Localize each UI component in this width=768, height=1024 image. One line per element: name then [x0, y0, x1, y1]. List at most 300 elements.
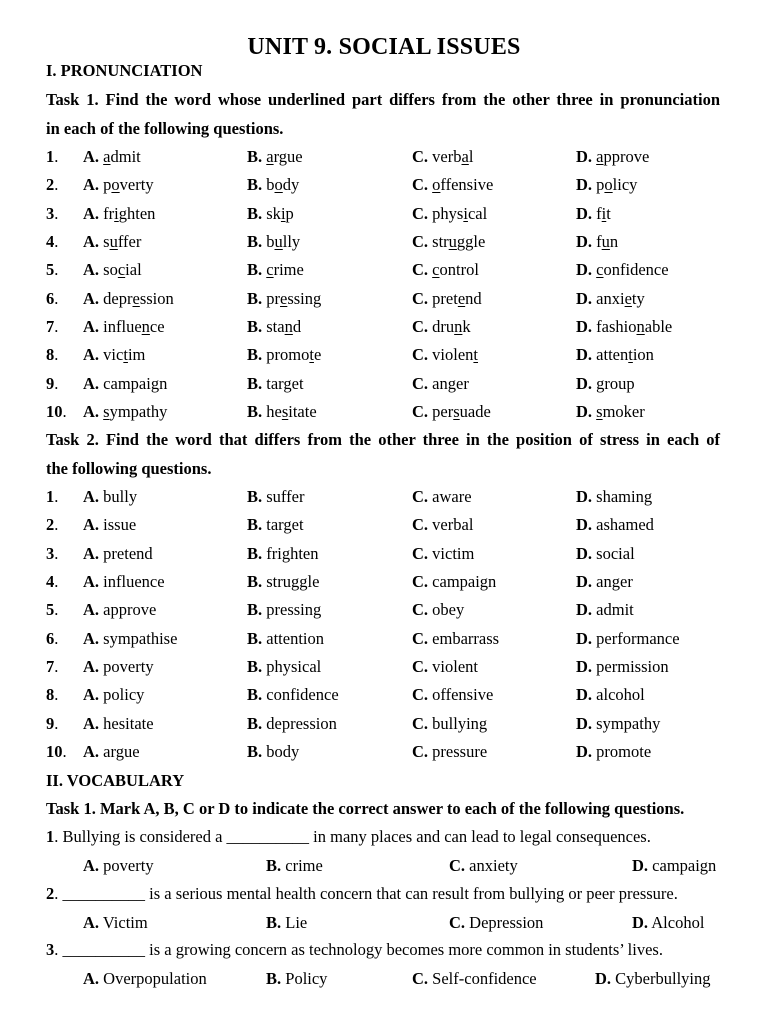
option-word: frighten [103, 203, 156, 223]
option-c[interactable] [412, 629, 499, 649]
option-b[interactable] [247, 345, 321, 365]
stress-question-row [46, 657, 746, 677]
option-word: offensive [432, 685, 494, 705]
option-a[interactable] [83, 572, 165, 592]
option-word: anxiety [596, 288, 645, 308]
pron-question-row [46, 289, 746, 309]
option-word: embarrass [432, 628, 500, 648]
option-c[interactable] [412, 260, 479, 280]
option-a[interactable] [83, 260, 142, 280]
option-letter: C. [412, 203, 429, 223]
question-number: 1 [46, 147, 55, 166]
option-letter: B. [247, 600, 263, 620]
question-number-cell: 7. [46, 657, 59, 677]
option-d[interactable] [632, 856, 716, 876]
option-letter: B. [247, 175, 263, 195]
underlined-part: n [636, 317, 645, 337]
option-a[interactable] [83, 714, 154, 734]
section-vocabulary-heading: II. VOCABULARY [46, 771, 185, 790]
question-number-cell: 5. [46, 600, 59, 620]
option-b[interactable] [247, 544, 319, 564]
option-word: ashamed [596, 515, 654, 535]
option-word: confidence [266, 685, 339, 705]
option-d[interactable] [576, 572, 633, 592]
option-letter: D. [576, 600, 593, 620]
option-d[interactable] [576, 402, 645, 422]
option-word: target [266, 515, 304, 535]
option-word: poverty [103, 657, 154, 677]
option-word: approve [103, 600, 157, 620]
option-letter: D. [576, 147, 593, 166]
stress-task2-instruction-line2: the following questions. [46, 459, 212, 478]
option-b[interactable] [266, 913, 307, 933]
option-c[interactable] [412, 714, 487, 734]
question-number: 8 [46, 685, 55, 705]
option-letter: D. [576, 203, 593, 223]
option-letter: D. [576, 260, 593, 280]
vocab-options-row [46, 913, 746, 933]
option-word: suffer [266, 487, 305, 506]
option-word: victim [432, 543, 475, 563]
option-word: body [266, 742, 300, 762]
underlined-part: n [141, 317, 150, 337]
question-number-cell: 2. [46, 175, 59, 195]
stress-question-row [46, 600, 746, 620]
option-d[interactable] [576, 544, 635, 564]
option-letter: A. [83, 856, 100, 875]
option-b[interactable] [247, 402, 317, 422]
question-number: 6 [46, 628, 55, 648]
option-a[interactable] [83, 317, 165, 337]
option-letter: C. [412, 317, 429, 337]
option-word: group [596, 373, 635, 393]
option-letter: C. [412, 685, 429, 705]
option-letter: D. [632, 856, 649, 875]
option-letter: A. [83, 232, 100, 252]
question-number-cell: 1. [46, 147, 59, 166]
option-letter: C. [412, 657, 429, 677]
option-a[interactable] [83, 374, 167, 394]
option-word: bullying [432, 713, 488, 733]
option-word: fit [596, 203, 611, 223]
underlined-part: a [596, 147, 604, 166]
option-word: target [266, 373, 304, 393]
option-a[interactable] [83, 345, 145, 365]
option-b[interactable] [247, 204, 294, 224]
option-word: crime [266, 260, 304, 280]
option-word: Lie [285, 913, 308, 932]
option-b[interactable] [247, 374, 304, 394]
vocab-question-stem [46, 940, 663, 960]
option-letter: D. [576, 742, 593, 762]
option-d[interactable] [576, 147, 649, 167]
underlined-part: o [604, 175, 613, 195]
option-c[interactable] [412, 742, 487, 762]
question-text: . Bullying is considered a __________ in many places and can lead to legal consequences. [54, 827, 651, 846]
option-letter: B. [266, 913, 282, 932]
option-word: struggle [266, 572, 320, 592]
option-b[interactable] [247, 232, 300, 252]
option-word: argue [103, 742, 140, 762]
question-number: 2 [46, 175, 55, 195]
option-letter: B. [247, 685, 263, 705]
option-letter: A. [83, 713, 100, 733]
option-b[interactable] [247, 600, 321, 620]
option-letter: A. [83, 742, 100, 762]
option-word: depression [103, 288, 174, 308]
option-a[interactable] [83, 856, 154, 876]
option-word: skip [266, 203, 294, 223]
option-c[interactable] [412, 969, 537, 989]
option-letter: B. [247, 147, 263, 166]
option-word: shaming [596, 487, 653, 506]
option-word: approve [596, 147, 650, 166]
option-d[interactable] [576, 629, 680, 649]
option-letter: A. [83, 402, 100, 422]
option-a[interactable] [83, 600, 156, 620]
pron-task1-instruction-line2: in each of the following questions. [46, 119, 284, 138]
underlined-part: e [132, 288, 140, 308]
option-c[interactable] [412, 544, 474, 564]
option-b[interactable] [247, 147, 303, 167]
option-word: control [432, 260, 479, 280]
option-d[interactable] [576, 487, 652, 507]
option-c[interactable] [449, 856, 518, 876]
question-number-cell: 6. [46, 628, 59, 648]
option-word: policy [103, 685, 145, 705]
option-letter: A. [83, 913, 100, 932]
option-letter: D. [576, 515, 593, 535]
question-number: 3 [46, 203, 55, 223]
option-a[interactable] [83, 742, 140, 762]
option-word: alcohol [596, 685, 645, 705]
option-word: offensive [432, 175, 494, 195]
option-b[interactable] [266, 856, 323, 876]
stress-task2-instruction-line1: Task 2. Find the word that differs from the other three in the position of stress in each of [46, 430, 720, 449]
question-number: 1 [46, 487, 55, 506]
underlined-part: g [150, 373, 160, 393]
vocab-options-row [46, 856, 746, 876]
option-letter: B. [247, 288, 263, 308]
option-a[interactable] [83, 685, 144, 705]
option-word: crime [285, 856, 323, 875]
page-title: UNIT 9. SOCIAL ISSUES [247, 34, 521, 60]
option-b[interactable] [247, 487, 304, 507]
underlined-part: t [628, 345, 633, 365]
option-a[interactable] [83, 402, 167, 422]
option-word: bully [103, 487, 138, 506]
option-word: violent [432, 345, 479, 365]
option-b[interactable] [247, 289, 321, 309]
underlined-part: g [447, 373, 456, 393]
stress-question-row [46, 487, 746, 507]
pron-question-row [46, 345, 746, 365]
option-c[interactable] [412, 402, 491, 422]
option-word: physical [266, 657, 322, 677]
option-c[interactable] [412, 374, 469, 394]
pron-question-row [46, 232, 746, 252]
option-c[interactable] [412, 572, 496, 592]
question-number-cell: 1. [46, 487, 59, 506]
option-c[interactable] [412, 345, 478, 365]
stress-question-row [46, 515, 746, 535]
option-word: performance [596, 628, 680, 648]
option-letter: A. [83, 147, 100, 166]
option-letter: B. [266, 969, 282, 988]
pron-question-row [46, 175, 746, 195]
stress-question-row [46, 572, 746, 592]
option-letter: A. [83, 288, 100, 308]
option-d[interactable] [632, 913, 704, 933]
underlined-part: i [601, 203, 607, 223]
underlined-part: i [114, 203, 119, 223]
option-word: sympathy [103, 402, 168, 422]
option-c[interactable] [449, 913, 543, 933]
question-number: 10 [46, 402, 63, 422]
option-letter: B. [247, 317, 263, 337]
option-word: Self-confidence [432, 969, 537, 988]
option-word: violent [432, 657, 478, 677]
question-number: 7 [46, 317, 55, 337]
option-b[interactable] [247, 260, 304, 280]
option-letter: D. [576, 317, 593, 337]
option-letter: A. [83, 657, 100, 677]
option-word: issue [103, 515, 137, 535]
option-a[interactable] [83, 544, 153, 564]
underlined-part: e [457, 288, 466, 308]
option-word: persuade [432, 402, 491, 422]
option-letter: D. [576, 657, 593, 677]
question-number: 3 [46, 543, 55, 563]
option-word: body [266, 175, 300, 195]
option-word: pretend [432, 288, 482, 308]
underlined-part: u [448, 232, 457, 252]
question-text: . __________ is a growing concern as technology becomes more common in students’ lives. [54, 940, 663, 959]
option-d[interactable] [576, 600, 634, 620]
option-c[interactable] [412, 515, 473, 535]
option-d[interactable] [576, 289, 645, 309]
underlined-part: s [103, 402, 110, 422]
option-word: Alcohol [651, 913, 705, 932]
option-letter: B. [247, 232, 263, 252]
option-c[interactable] [412, 204, 487, 224]
underlined-part: c [117, 260, 126, 280]
option-word: stand [266, 317, 302, 337]
option-letter: B. [247, 543, 263, 563]
option-letter: A. [83, 203, 100, 223]
option-b[interactable] [266, 969, 327, 989]
underlined-part: u [274, 232, 283, 252]
stress-question-row [46, 714, 746, 734]
option-letter: A. [83, 487, 100, 506]
option-letter: D. [576, 628, 593, 648]
underlined-part: e [280, 288, 288, 308]
option-d[interactable] [576, 515, 654, 535]
option-word: bully [266, 232, 301, 252]
option-d[interactable] [576, 714, 660, 734]
option-letter: C. [412, 969, 429, 988]
question-number-cell: 3. [46, 203, 59, 223]
option-c[interactable] [412, 600, 464, 620]
option-letter: C. [412, 147, 429, 166]
option-d[interactable] [576, 685, 645, 705]
option-word: attention [266, 628, 324, 648]
option-d[interactable] [576, 260, 669, 280]
option-b[interactable] [247, 572, 319, 592]
question-number-cell: 3. [46, 543, 59, 563]
option-letter: D. [576, 685, 593, 705]
question-number: 6 [46, 288, 55, 308]
option-d[interactable] [576, 317, 672, 337]
pron-question-row [46, 317, 746, 337]
option-d[interactable] [576, 204, 611, 224]
option-d[interactable] [576, 232, 618, 252]
option-c[interactable] [412, 147, 473, 167]
option-word: Victim [102, 913, 148, 932]
option-word: promote [596, 742, 652, 762]
underlined-part: e [624, 288, 632, 308]
option-word: Overpopulation [103, 969, 207, 988]
option-word: campaign [432, 572, 497, 592]
option-word: hesitate [103, 713, 154, 733]
option-word: anxiety [469, 856, 518, 875]
option-letter: D. [576, 487, 593, 506]
underlined-part: a [103, 147, 111, 166]
underlined-part: c [596, 260, 604, 280]
option-a[interactable] [83, 657, 154, 677]
option-word: smoker [596, 402, 645, 422]
option-letter: D. [576, 373, 593, 393]
option-b[interactable] [247, 714, 337, 734]
option-letter: C. [412, 175, 429, 195]
option-word: anger [596, 572, 633, 592]
option-letter: B. [247, 260, 263, 280]
underlined-part: n [454, 317, 463, 337]
option-b[interactable] [247, 515, 304, 535]
option-letter: B. [247, 657, 263, 677]
option-d[interactable] [576, 742, 651, 762]
option-b[interactable] [247, 742, 299, 762]
option-word: victim [103, 345, 146, 365]
option-c[interactable] [412, 289, 482, 309]
question-number: 8 [46, 345, 55, 365]
option-c[interactable] [412, 657, 478, 677]
underlined-part: g [283, 373, 292, 393]
option-word: fun [596, 232, 619, 252]
option-word: verbal [432, 515, 474, 535]
option-word: Cyberbullying [615, 969, 711, 988]
question-number-cell: 2. [46, 515, 59, 535]
option-letter: C. [412, 713, 429, 733]
option-a[interactable] [83, 913, 148, 933]
option-b[interactable] [247, 175, 299, 195]
option-word: sympathy [596, 713, 661, 733]
option-word: depression [266, 713, 337, 733]
option-a[interactable] [83, 175, 154, 195]
option-letter: D. [576, 232, 593, 252]
option-c[interactable] [412, 232, 485, 252]
option-a[interactable] [83, 147, 141, 167]
option-a[interactable] [83, 487, 137, 507]
option-b[interactable] [247, 317, 301, 337]
question-number: 5 [46, 260, 55, 280]
underlined-part: i [280, 203, 286, 223]
underlined-part: o [274, 175, 283, 195]
option-letter: D. [576, 572, 593, 592]
option-letter: B. [247, 572, 263, 592]
option-letter: A. [83, 260, 100, 280]
option-a[interactable] [83, 969, 207, 989]
option-c[interactable] [412, 175, 493, 195]
option-letter: D. [576, 543, 593, 563]
pron-question-row [46, 147, 746, 167]
option-b[interactable] [247, 629, 324, 649]
option-letter: A. [83, 628, 100, 648]
option-letter: C. [412, 742, 429, 762]
question-number: 4 [46, 572, 55, 592]
option-a[interactable] [83, 629, 177, 649]
option-word: campaign [103, 373, 168, 393]
question-number: 3 [46, 940, 55, 959]
option-letter: B. [247, 487, 263, 506]
option-letter: C. [449, 856, 466, 875]
option-word: Policy [285, 969, 328, 988]
stress-question-row [46, 742, 746, 762]
underlined-part: a [266, 147, 274, 166]
underlined-part: s [453, 402, 460, 422]
stress-question-row [46, 629, 746, 649]
option-d[interactable] [595, 969, 711, 989]
pron-question-row [46, 374, 746, 394]
underlined-part: n [284, 317, 293, 337]
underlined-part: s [281, 402, 289, 422]
option-letter: A. [83, 373, 100, 393]
option-word: admit [596, 600, 634, 620]
underlined-part: u [109, 232, 118, 252]
option-word: hesitate [266, 402, 317, 422]
option-word: permission [596, 657, 669, 677]
option-d[interactable] [576, 175, 637, 195]
question-number: 1 [46, 827, 55, 846]
option-word: aware [432, 487, 472, 506]
question-number-cell: 7. [46, 317, 59, 337]
option-b[interactable] [247, 685, 339, 705]
underlined-part: a [461, 147, 469, 166]
question-number: 10 [46, 742, 63, 762]
option-c[interactable] [412, 685, 493, 705]
option-word: policy [596, 175, 638, 195]
option-letter: B. [247, 515, 263, 535]
option-a[interactable] [83, 204, 155, 224]
option-b[interactable] [247, 657, 321, 677]
underlined-part: t [473, 345, 479, 365]
option-a[interactable] [83, 289, 174, 309]
underlined-part: i [463, 203, 468, 223]
option-c[interactable] [412, 317, 471, 337]
option-d[interactable] [576, 374, 635, 394]
option-letter: C. [412, 288, 429, 308]
underlined-part: g [596, 373, 605, 393]
pron-question-row [46, 402, 746, 422]
option-d[interactable] [576, 657, 669, 677]
stress-question-row [46, 685, 746, 705]
option-a[interactable] [83, 232, 141, 252]
vocab-options-row [46, 969, 746, 989]
option-c[interactable] [412, 487, 472, 507]
option-a[interactable] [83, 515, 136, 535]
option-d[interactable] [576, 345, 654, 365]
option-letter: B. [247, 742, 263, 762]
